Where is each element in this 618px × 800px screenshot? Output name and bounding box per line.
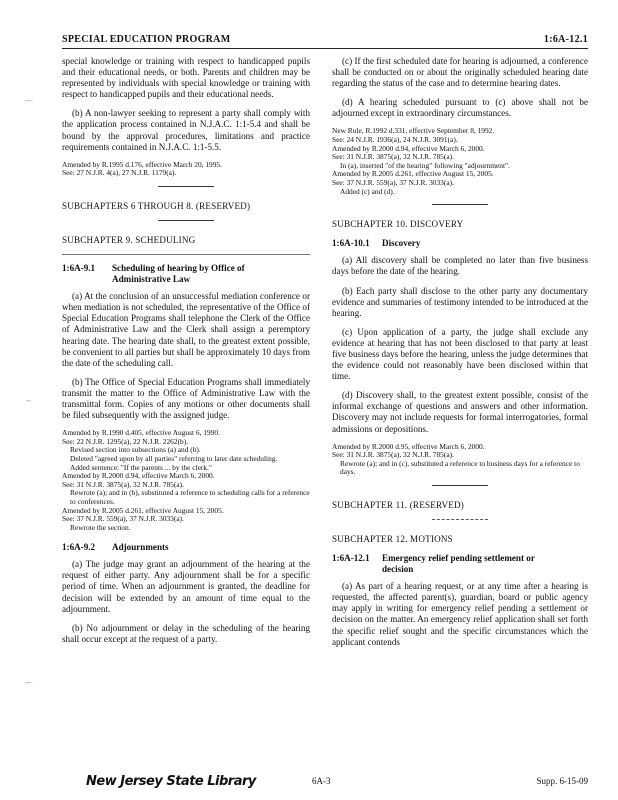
history-line: See: 24 N.J.R. 1936(a), 24 N.J.R. 3091(a). [332,135,458,145]
margin-mark: ⌒ [24,100,34,110]
history-note [62,161,310,178]
divider [62,254,310,255]
left-column [62,56,310,653]
history-line: Amended by R.1990 d.405, effective August 6, 1990. [62,428,220,438]
history-line: Amended by R.2000 d.95, effective March 6, 2000. [332,441,485,451]
history-line: Rewrote (a); and in (b), substituted a reference to scheduling calls for a reference to conferences. [70,488,310,506]
header-section: 1:6A-12.1 [543,34,588,45]
history-note [332,127,588,196]
history-line: See: 31 N.J.R. 3875(a), 32 N.J.R. 785(a). [332,152,454,162]
header-rule [62,48,588,49]
margin-mark: ~ [26,396,31,406]
paragraph: (d) A hearing scheduled pursuant to (c) above shall not be adjourned except in extraordinary circumstances. [332,97,588,119]
subchapter-heading: SUBCHAPTER 11. (RESERVED) [332,500,465,510]
library-stamp: New Jersey State Library [86,774,256,789]
paragraph: special knowledge or training with respect to handicapped pupils and their educational needs, or both. Parents and children may be represented by individuals with special knowledge or training with respect to handicapped pupils and their educational needs. [62,56,310,100]
history-line: Amended by R.2005 d.261, effective August 15, 2005. [332,169,494,179]
section-title: Discovery [382,238,421,249]
history-line: See: 37 N.J.R. 559(a), 37 N.J.R. 3033(a). [62,514,184,524]
section-number: 1:6A-9.2 [62,542,96,553]
history-line: Amended by R.2000 d.94, effective March 6, 2000. [332,143,485,153]
subchapter-heading: SUBCHAPTER 9. SCHEDULING [62,235,196,246]
history-line: See: 27 N.J.R. 4(a), 27 N.J.R. 1179(a). [62,168,177,178]
right-column [332,56,588,656]
section-title: decision [382,564,414,575]
divider [158,186,214,187]
section-heading [332,553,588,575]
history-note [332,443,588,477]
running-header [62,34,588,48]
section-title: Scheduling of hearing by Office of [112,263,245,274]
history-line: Rewrote (a); and in (c), substituted a reference to business days for a reference to days. [340,458,580,477]
paragraph: (c) If the first scheduled date for hearing is adjourned, a conference shall be conducted on or about the originally scheduled hearing date regarding the status of the case and to determine hearing dates. [332,56,588,89]
divider [432,485,488,486]
section-heading [62,263,310,285]
section-title: Emergency relief pending settlement or [382,553,535,564]
paragraph: (b) Each party shall disclose to the other party any documentary evidence and summaries of testimony intended to be introduced at the hearing. [332,285,588,318]
history-line: Added sentence: "If the parents ... by the clerk." [70,462,212,472]
paragraph: (a) All discovery shall be completed no later than five business days before the date of the hearing. [332,255,588,277]
history-line: Amended by R.2005 d.261, effective August 15, 2005. [62,505,224,515]
paragraph: (d) Discovery shall, to the greatest extent possible, consist of the informal exchange of questions and answers and other information. Discovery may not include requests for formal interrogatories, formal admissions or depositions. [332,390,588,434]
paragraph: (a) At the conclusion of an unsuccessful mediation conference or when mediation is not scheduled, the representative of the Office of Special Education Programs shall telephone the Clerk of the Office of Administrative Law and the Clerk shall assign a peremptory hearing date. The hearing date shall, to the greatest extent possible, be convenient to all parties but shall be approximately 10 days from the date of the scheduling call. [62,291,310,368]
divider [158,220,214,221]
section-number: 1:6A-12.1 [332,553,370,564]
header-title: SPECIAL EDUCATION PROGRAM [62,34,231,45]
paragraph: (a) The judge may grant an adjournment of the hearing at the request of either party. Any adjournment shall be for a specific period of time. When an adjournment is granted, the deadline for decision will be extended by an amount of time equal to the adjournment. [62,559,310,614]
paragraph: (a) As part of a hearing request, or at any time after a hearing is requested, the affected parent(s), guardian, board or public agency may apply in writing for emergency relief pending a settlement or decision on the matter. An emergency relief application shall set forth the specific relief sought and the specific circumstances which the applicant contends [332,581,588,647]
supplement-date: Supp. 6-15-09 [536,776,588,786]
history-line: See: 37 N.J.R. 559(a), 37 N.J.R. 3033(a). [332,178,454,188]
history-line: Revised section into subsections (a) and (b). [70,445,201,455]
history-line: Added (c) and (d). [340,186,395,196]
history-line: See: 22 N.J.R. 1295(a), 22 N.J.R. 2262(b). [62,436,189,446]
history-line: Deleted "agreed upon by all parties" referring to later date scheduling. [70,453,278,463]
paragraph: (c) Upon application of a party, the judge shall exclude any evidence at hearing that has not been disclosed to that party at least five business days before the hearing, unless the judge determines that the evidence could not reasonably have been disclosed within that time. [332,326,588,382]
section-number: 1:6A-10.1 [332,238,370,249]
page-footer [86,776,588,792]
subchapter-heading: SUBCHAPTER 12. MOTIONS [332,534,453,545]
history-line: New Rule, R.1992 d.331, effective September 8, 1992. [332,126,495,136]
section-title: Administrative Law [112,274,191,285]
history-line: Rewrote the section. [70,522,131,532]
history-line: In (a), inserted "of the hearing" following "adjournment". [340,160,510,170]
divider [432,519,488,520]
history-line: See: 31 N.J.R. 3875(a), 32 N.J.R. 785(a). [62,479,184,489]
paragraph: (b) No adjournment or delay in the scheduling of the hearing shall occur except at the request of a party. [62,622,310,644]
history-line: Amended by R.2000 d.94, effective March 6, 2000. [62,471,215,481]
section-heading [332,238,588,249]
divider [432,204,488,205]
margin-mark: ⌒ [24,682,34,692]
page-number: 6A-3 [312,776,331,786]
paragraph: (b) The Office of Special Education Programs shall immediately transmit the matter to the Office of Administrative Law with the transmittal form. Copies of any motions or other documents shall be filed subsequently with the assigned judge. [62,376,310,421]
section-number: 1:6A-9.1 [62,263,96,274]
section-heading [62,542,310,553]
paragraph: (b) A non-lawyer seeking to represent a party shall comply with the application process contained in N.J.A.C. 1:1-5.4 and shall be bound by the approval procedures, limitations and practice requirements contained in N.J.A.C. 1:1-5.5. [62,108,310,152]
history-line: Amended by R.1995 d.176, effective March 20, 1995. [62,159,222,169]
section-title: Adjournments [112,542,169,553]
subchapter-heading: SUBCHAPTERS 6 THROUGH 8. (RESERVED) [62,200,251,211]
history-line: See: 31 N.J.R. 3875(a), 32 N.J.R. 785(a). [332,450,454,460]
history-note [62,429,310,532]
subchapter-heading: SUBCHAPTER 10. DISCOVERY [332,219,464,230]
